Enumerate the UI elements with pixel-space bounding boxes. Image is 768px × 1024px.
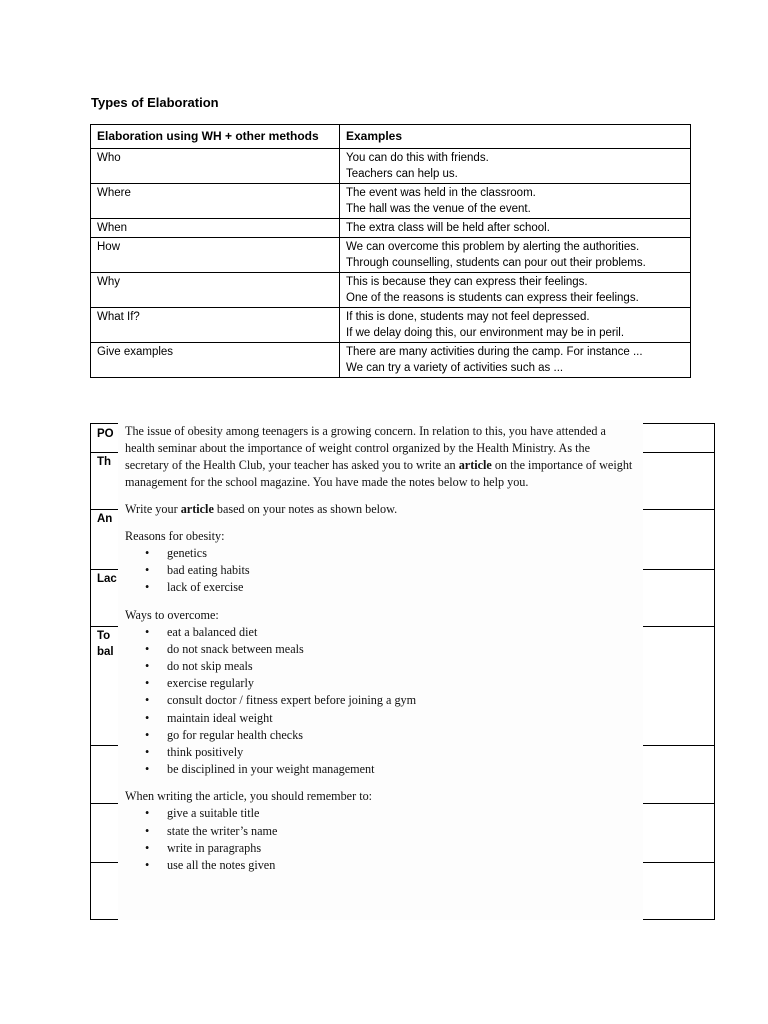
- remember-title: When writing the article, you should remember to:: [125, 789, 373, 804]
- page-heading: Types of Elaboration: [91, 95, 219, 110]
- column-header-method: Elaboration using WH + other methods: [91, 125, 340, 149]
- row-examples: [340, 184, 691, 219]
- remember-list: [125, 805, 635, 874]
- intro-bold-word: article: [458, 458, 492, 472]
- list-item: • write in paragraphs: [145, 840, 635, 857]
- underlying-cell-text: To: [97, 630, 111, 642]
- example-line: The extra class will be held after school.: [346, 222, 550, 234]
- list-item: • lack of exercise: [145, 579, 635, 596]
- row-type: Give examples: [91, 343, 340, 378]
- list-item: • go for regular health checks: [145, 727, 635, 744]
- underlying-cell-text: An: [97, 513, 113, 525]
- row-examples: [340, 219, 691, 238]
- example-line: This is because they can express their feelings.: [346, 276, 588, 288]
- example-line: If we delay doing this, our environment may be in peril.: [346, 327, 625, 339]
- row-type: What If?: [91, 308, 340, 343]
- table-row: [91, 308, 691, 343]
- row-examples: [340, 149, 691, 184]
- table-row: [91, 273, 691, 308]
- example-line: We can try a variety of activities such as ...: [346, 362, 564, 374]
- example-line: The event was held in the classroom.: [346, 187, 536, 199]
- question-intro: [125, 423, 635, 491]
- example-line: Through counselling, students can pour out their problems.: [346, 257, 646, 269]
- reasons-title: Reasons for obesity:: [125, 529, 225, 543]
- list-item: • maintain ideal weight: [145, 710, 635, 727]
- list-item: • think positively: [145, 744, 635, 761]
- row-examples: [340, 273, 691, 308]
- example-line: The hall was the venue of the event.: [346, 203, 531, 215]
- example-line: One of the reasons is students can express their feelings.: [346, 292, 639, 304]
- list-item: • use all the notes given: [145, 857, 635, 874]
- underlying-cell-text: bal: [97, 646, 114, 658]
- table-row: [91, 149, 691, 184]
- scanned-question-image: [118, 420, 643, 920]
- underlying-cell-text: Th: [97, 456, 112, 468]
- row-examples: [340, 343, 691, 378]
- intro-text-end: on the importance of weight management for the school magazine. You have made the notes below to help you.: [125, 458, 633, 489]
- example-line: If this is done, students may not feel depressed.: [346, 311, 590, 323]
- row-type: Why: [91, 273, 340, 308]
- list-item: • be disciplined in your weight management: [145, 761, 635, 778]
- example-line: We can overcome this problem by alerting the authorities.: [346, 241, 640, 253]
- write-pre: Write your: [125, 502, 178, 516]
- list-item: • exercise regularly: [145, 675, 635, 692]
- write-instruction: [125, 501, 635, 518]
- list-item: • eat a balanced diet: [145, 624, 635, 641]
- list-item: • genetics: [145, 545, 635, 562]
- list-item: • bad eating habits: [145, 562, 635, 579]
- list-item: • do not snack between meals: [145, 641, 635, 658]
- column-header-examples: Examples: [340, 125, 691, 149]
- list-item: • state the writer’s name: [145, 823, 635, 840]
- example-line: You can do this with friends.: [346, 152, 489, 164]
- list-item: • consult doctor / fitness expert before joining a gym: [145, 692, 635, 709]
- example-line: Teachers can help us.: [346, 168, 458, 180]
- row-examples: [340, 238, 691, 273]
- underlying-cell-text: Lac: [97, 573, 117, 585]
- list-item: • give a suitable title: [145, 805, 635, 822]
- row-examples: [340, 308, 691, 343]
- intro-text: The issue of obesity among teenagers is a growing concern. In relation to this, you have attended a health seminar about the importance of weight control organized by the Health Ministry. As the secretary of the Health Club, your teacher has asked you to write an: [125, 424, 606, 472]
- reasons-list: [125, 545, 635, 597]
- write-post: based on your notes as shown below.: [216, 502, 398, 516]
- example-line: There are many activities during the camp. For instance ...: [346, 346, 643, 358]
- table-row: [91, 238, 691, 273]
- row-type: Who: [91, 149, 340, 184]
- elaboration-table: [90, 124, 691, 378]
- row-type: When: [91, 219, 340, 238]
- table-row: [91, 184, 691, 219]
- row-type: How: [91, 238, 340, 273]
- table-header-row: [91, 125, 691, 149]
- row-type: Where: [91, 184, 340, 219]
- table-row: [91, 343, 691, 378]
- table-row: [91, 219, 691, 238]
- ways-list: [125, 624, 635, 779]
- list-item: • do not skip meals: [145, 658, 635, 675]
- ways-title: Ways to overcome:: [125, 607, 219, 622]
- underlying-cell-text: PO: [97, 428, 114, 440]
- write-bold-word: article: [180, 502, 214, 516]
